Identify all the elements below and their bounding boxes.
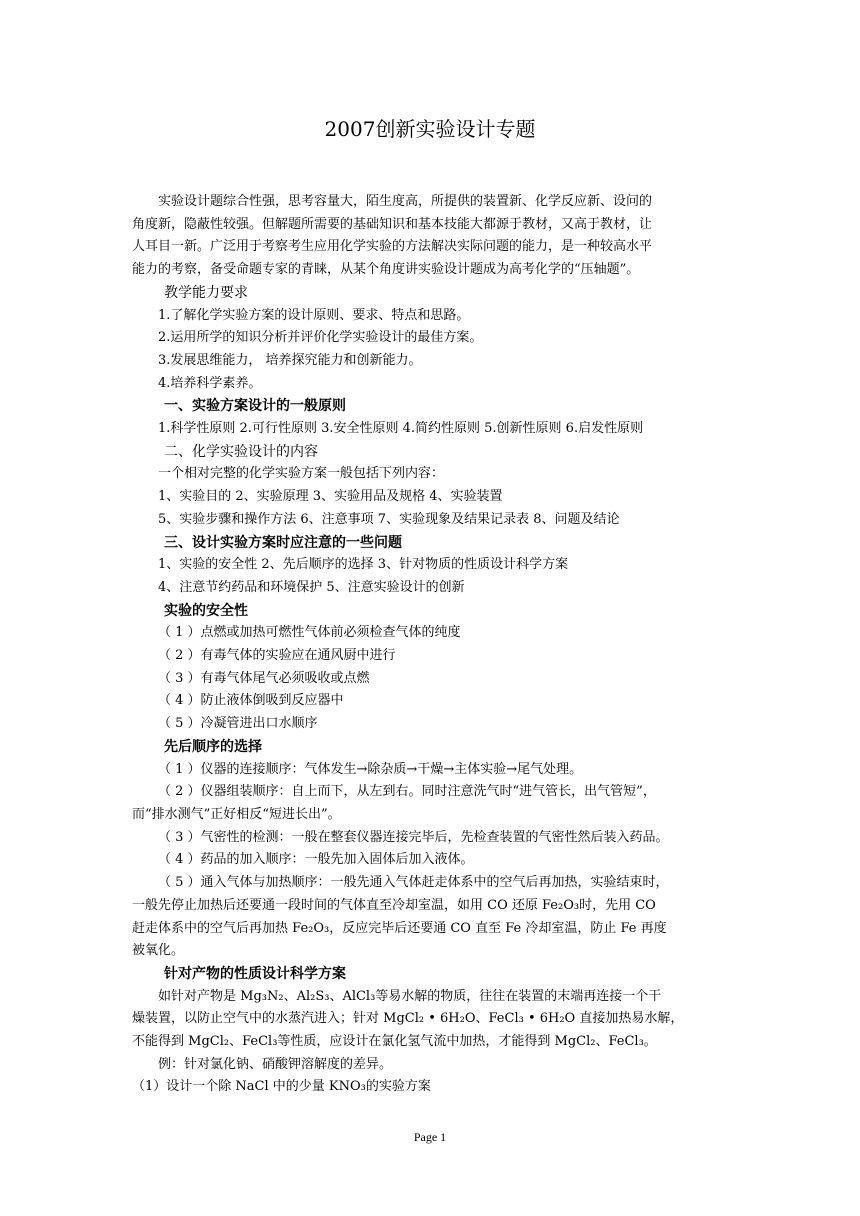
teaching-item: 4.培养科学素养。 [158,375,262,391]
order-item-continued: 被氧化。 [132,943,185,959]
intro-line: 实验设计题综合性强，思考容量大，陌生度高，所提供的装置新、化学反应新、设问的 [158,194,653,209]
section1-line: 1.科学性原则 2.可行性原则 3.安全性原则 4.简约性原则 5.创新性原则 6.启发性原则 [158,421,644,437]
safety-item: （ 4 ）防止液体倒吸到反应器中 [158,693,344,709]
question-line: （1）设计一个除 NaCl 中的少量 KNO₃的实验方案 [132,1079,431,1095]
product-heading: 针对产物的性质设计科学方案 [164,965,346,982]
order-item: （ 5 ）通入气体与加热顺序：一般先通入气体赶走体系中的空气后再加热，实验结束时， [158,875,669,891]
order-item: （ 1 ）仪器的连接顺序：气体发生→除杂质→干燥→主体实验→尾气处理。 [158,761,583,777]
order-heading: 先后顺序的选择 [164,738,262,755]
safety-item: （ 2 ）有毒气体的实验应在通风厨中进行 [158,648,396,664]
page-number: Page 1 [413,1130,447,1144]
order-item: （ 4 ）药品的加入顺序：一般先加入固体后加入液体。 [158,852,474,868]
section3-line: 1、实验的安全性 2、先后顺序的选择 3、针对物质的性质设计科学方案 [158,557,569,573]
teaching-heading: 教学能力要求 [164,284,248,301]
intro-line: 人耳目一新。广泛用于考察考生应用化学实验的方法解决实际问题的能力，是一种较高水平 [132,239,653,255]
order-item: （ 3 ）气密性的检测：一般在整套仪器连接完毕后，先检查装置的气密性然后装入药品。 [158,829,669,845]
order-item-continued: 赶走体系中的空气后再加热 Fe₂O₃，反应完毕后还要通 CO 直至 Fe 冷却室温，防止 Fe 再度 [132,920,667,936]
document-body [132,191,732,1099]
intro-line: 角度新，隐蔽性较强。但解题所需要的基础知识和基本技能大都源于教材，又高于教材，让 [132,216,653,232]
safety-item: （ 5 ）冷凝管进出口水顺序 [158,716,318,732]
teaching-item: 2.运用所学的知识分析并评价化学实验设计的最佳方案。 [158,330,483,346]
section2-line: 1、实验目的 2、实验原理 3、实验用品及规格 4、实验装置 [158,489,503,505]
teaching-item: 1.了解化学实验方案的设计原则、要求、特点和思路。 [158,307,470,323]
section1-heading: 一、实验方案设计的一般原则 [164,398,346,415]
section3-line: 4、注意节约药品和环境保护 5、注意实验设计的创新 [158,579,465,595]
section2-heading: 二、化学实验设计的内容 [164,443,318,460]
section3-heading: 三、设计实验方案时应注意的一些问题 [164,534,402,551]
intro-line: 能力的考察，备受命题专家的青睐，从某个角度讲实验设计题成为高考化学的“压轴题”。 [132,262,640,278]
order-item-continued: 一般先停止加热后还要通一段时间的气体直至冷却室温，如用 CO 还原 Fe₂O₃时，先用 CO [132,897,656,913]
order-item: （ 2 ）仪器组装顺序：自上而下，从左到右。同时注意洗气时“进气管长，出气管短”， [158,784,656,800]
product-line: 不能得到 MgCl₂、FeCl₃等性质，应设计在氯化氢气流中加热，才能得到 MgCl₂、FeCl₃。 [132,1034,657,1050]
product-line: 如针对产物是 Mg₃N₂、Al₂S₃、AlCl₃等易水解的物质，往往在装置的末端再连接一个干 [158,988,662,1004]
section2-line: 一个相对完整的化学实验方案一般包括下列内容： [158,466,445,482]
safety-item: （ 1 ）点燃或加热可燃性气体前必须检查气体的纯度 [158,625,461,641]
example-line: 例：针对氯化钠、硝酸钾溶解度的差异。 [158,1056,393,1072]
safety-item: （ 3 ）有毒气体尾气必须吸收或点燃 [158,670,370,686]
page-title: 2007创新实验设计专题 [324,117,536,141]
order-item-continued: 而“排水测气”正好相反“短进长出”。 [132,806,341,822]
product-line: 燥装置，以防止空气中的水蒸汽进入；针对 MgCl₂ • 6H₂O、FeCl₃ • 6H₂O 直接加热易水解， [132,1011,684,1027]
teaching-item: 3.发展思维能力， 培养探究能力和创新能力。 [158,352,422,368]
safety-heading: 实验的安全性 [164,602,248,619]
section2-line: 5、实验步骤和操作方法 6、注意事项 7、实验现象及结果记录表 8、问题及结论 [158,511,620,527]
